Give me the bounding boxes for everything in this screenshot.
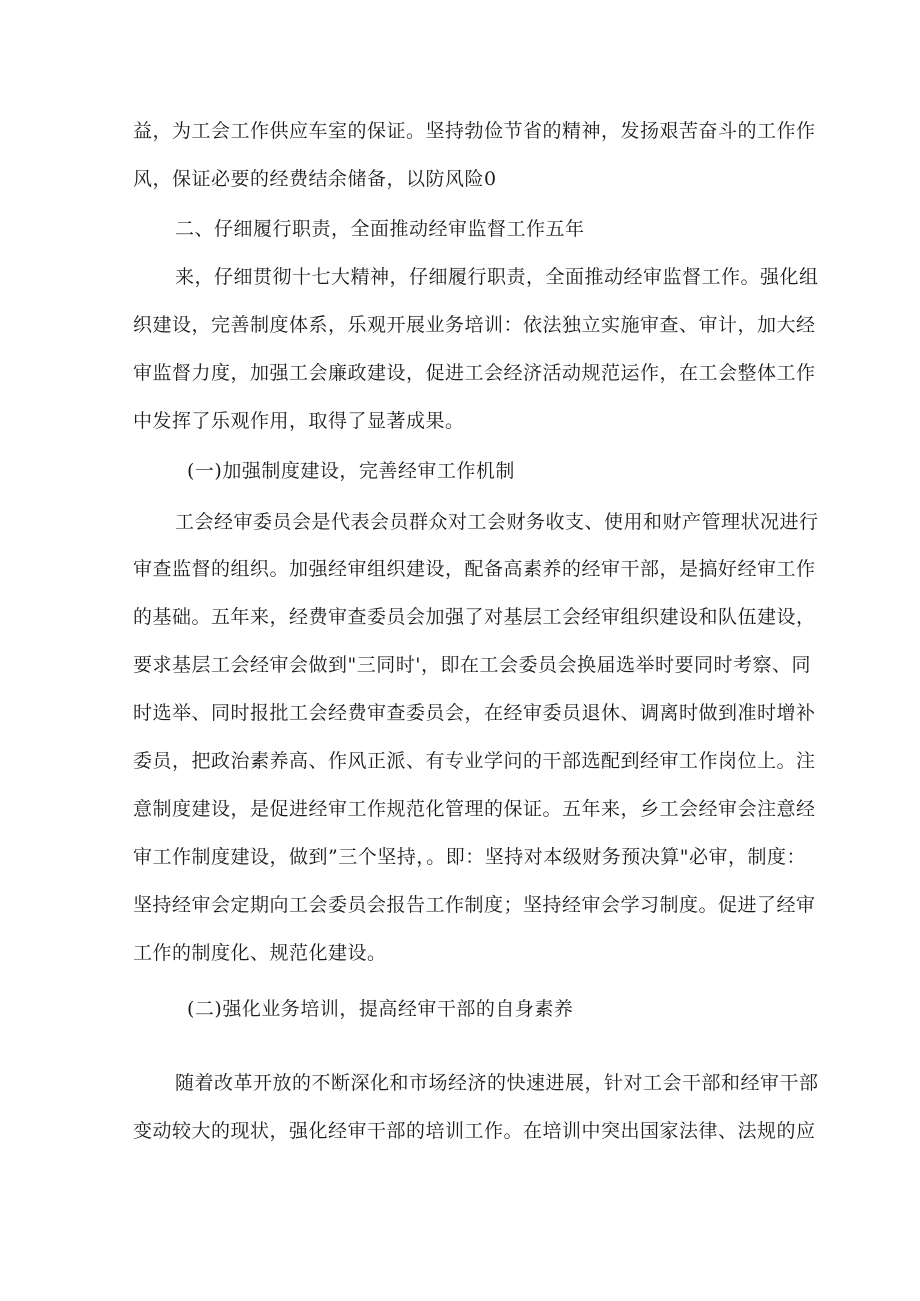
- subsection-heading: (一)加强制度建设，完善经审工作机制: [187, 460, 515, 482]
- paragraph-line: 工作的制度化、规范化建设。: [133, 942, 387, 964]
- paragraph-line: 委员，把政治素养高、作风正派、有专业学问的干部选配到经审工作岗位上。注: [133, 750, 816, 772]
- paragraph-line: 审工作制度建设，做到”三个坚持，。即：坚持对本级财务预决算"必审，制度：: [133, 846, 806, 868]
- paragraph-line: 中发挥了乐观作用，取得了显著成果。: [133, 410, 465, 432]
- paragraph-line: 意制度建设，是促进经审工作规范化管理的保证。五年来，乡工会经审会注意经: [133, 798, 816, 820]
- paragraph-line: 风，保证必要的经费结余储备，以防风险0: [133, 168, 497, 190]
- paragraph-line: 织建设，完善制度体系，乐观开展业务培训：依法独立实施审查、审计，加大经: [133, 314, 816, 336]
- paragraph-line: 要求基层工会经审会做到"三同时'，即在工会委员会换届选举时要同时考察、同: [133, 654, 811, 676]
- paragraph-line: 工会经审委员会是代表会员群众对工会财务收支、使用和财产管理状况进行: [175, 511, 819, 533]
- paragraph-line: 审监督力度，加强工会廉政建设，促进工会经济活动规范运作，在工会整体工作: [133, 362, 816, 384]
- paragraph-line: 审查监督的组织。加强经审组织建设，配备高素养的经审干部，是搞好经审工作: [133, 558, 816, 580]
- paragraph-line: 随着改革开放的不断深化和市场经济的快速进展，针对工会干部和经审干部: [175, 1072, 819, 1094]
- paragraph-line: 的基础。五年来，经费审查委员会加强了对基层工会经审组织建设和队伍建设，: [133, 606, 816, 628]
- paragraph-line: 来，仔细贯彻十七大精神，仔细履行职责，全面推动经审监督工作。强化组: [175, 266, 819, 288]
- section-heading: 二、仔细履行职责，全面推动经审监督工作五年: [175, 218, 585, 240]
- paragraph-line: 益，为工会工作供应车室的保证。坚持勃俭节省的精神，发扬艰苦奋斗的工作作: [133, 120, 816, 142]
- subsection-heading: (二)强化业务培训，提高经审干部的自身素养: [187, 998, 574, 1020]
- paragraph-line: 时选举、同时报批工会经费审查委员会，在经审委员退休、调离时做到准时增补: [133, 702, 816, 724]
- paragraph-line: 变动较大的现状，强化经审干部的培训工作。在培训中突出国家法律、法规的应: [133, 1120, 816, 1142]
- paragraph-line: 坚持经审会定期向工会委员会报告工作制度；坚持经审会学习制度。促进了经审: [133, 894, 816, 916]
